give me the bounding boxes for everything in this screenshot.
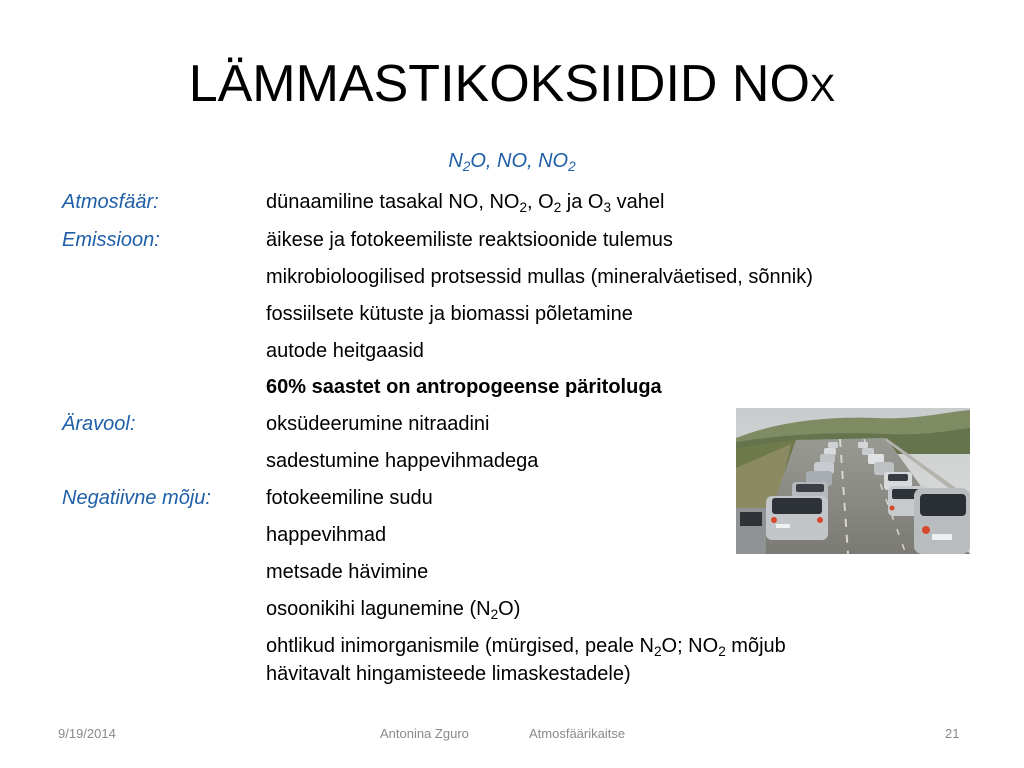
emissioon-item-3: fossiilsete kütuste ja biomassi põletamine (266, 303, 633, 325)
atmos-s2: 2 (553, 199, 562, 215)
negative-item-4 (266, 597, 520, 621)
atmos-d: vahel (611, 191, 665, 213)
neg-4s: 2 (490, 606, 499, 622)
emissioon-item-2: mikrobioloogilised protsessid mullas (mineralväetised, sõnnik) (266, 266, 813, 288)
emissioon-item-4: autode heitgaasid (266, 340, 424, 362)
atmos-s3: 3 (603, 199, 612, 215)
label-negatiivne-moju: Negatiivne mõju: (62, 487, 211, 509)
negative-item-6: hävitavalt hingamisteede limaskestadele) (266, 663, 631, 685)
neg-5c: mõjub (725, 635, 786, 657)
label-atmosfaar: Atmosfäär: (62, 191, 159, 213)
label-emissioon: Emissioon: (62, 229, 160, 251)
negative-item-5 (266, 634, 786, 658)
aravool-item-1: oksüdeerumine nitraadini (266, 413, 490, 435)
negative-item-3: metsade hävimine (266, 561, 429, 583)
neg-4b: O) (498, 598, 521, 620)
label-aravool: Äravool: (62, 413, 136, 435)
footer-date: 9/19/2014 (58, 726, 116, 741)
atmos-s1: 2 (519, 199, 528, 215)
neg-4a: osoonikihi lagunemine (N (266, 598, 491, 620)
negative-item-2: happevihmad (266, 524, 387, 546)
title-main: LÄMMASTIKOKSIIDID NO (188, 55, 810, 113)
atmos-a: dünaamiline tasakal NO, NO (266, 191, 520, 213)
atmos-c: ja O (561, 191, 604, 213)
neg-5s2: 2 (718, 643, 726, 659)
title-suffix: X (809, 68, 836, 110)
atmosfaar-text (266, 190, 664, 214)
footer-author: Antonina Zguro (380, 726, 469, 741)
subtitle-n: N (448, 150, 463, 172)
emissioon-item-1: äikese ja fotokeemiliste reaktsioonide tulemus (266, 229, 673, 251)
subtitle-n-sub: 2 (462, 158, 471, 174)
footer-course: Atmosfäärikaitse (529, 726, 626, 741)
negative-item-1: fotokeemiline sudu (266, 487, 433, 509)
traffic-jam-photo (736, 408, 970, 554)
neg-5b: O; NO (661, 635, 719, 657)
neg-5s1: 2 (653, 643, 662, 659)
footer-page-number: 21 (945, 726, 960, 741)
subtitle-rest: O, NO, NO (470, 150, 569, 172)
subtitle-rest-sub: 2 (568, 158, 576, 174)
aravool-item-2: sadestumine happevihmadega (266, 450, 539, 472)
emissioon-item-5: 60% saastet on antropogeense päritoluga (266, 376, 662, 398)
subtitle-formula (0, 150, 1024, 173)
neg-5a: ohtlikud inimorganismile (mürgised, peale N (266, 635, 654, 657)
slide-title (0, 52, 1024, 121)
atmos-b: , O (527, 191, 554, 213)
